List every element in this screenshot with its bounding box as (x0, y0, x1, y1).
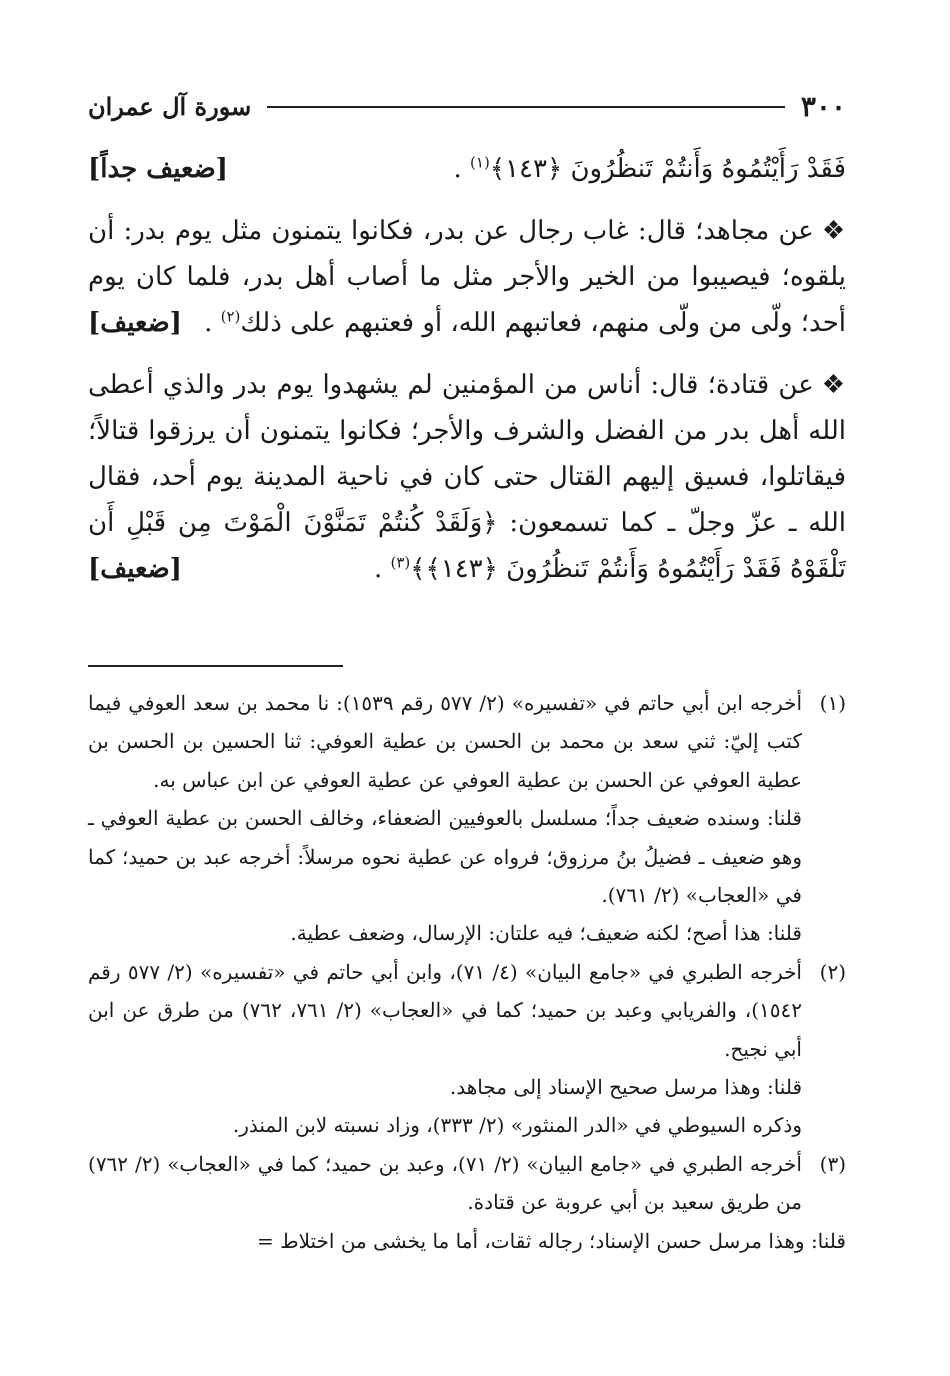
footnote-ref[interactable]: (١) (470, 153, 490, 172)
footnote-number: (٣) (819, 1151, 846, 1176)
grade-label: [ضعيف] (88, 308, 182, 338)
footnote-paragraph: وذكره السيوطي في «الدر المنثور» (٢/ ٣٣٣)، وزاد نسبته لابن المنذر. (232, 1113, 802, 1138)
star-icon: ❖ (821, 216, 847, 246)
quran-verse: ﴿وَلَقَدْ كُنتُمْ تَمَنَّوْنَ الْمَوْتَ مِن قَبْلِ أَن تَلْقَوْهُ فَقَدْ رَأَيْتُمُوهُ وَأَنتُمْ تَنظُرُونَ ﴿١٤٣﴾﴾ (88, 508, 846, 584)
narration-text: عن مجاهد؛ قال: غاب رجال عن بدر، فكانوا يتمنون مثل يوم بدر: أن يلقوه؛ فيصيبوا من الخير والأجر مثل ما أصاب أهل بدر، فلما كان يوم أحد؛ ولّى من ولّى منهم، فعاتبهم الله، أو فعتبهم على ذلك (88, 216, 846, 338)
footnote-number: (١) (819, 691, 846, 715)
footnote-ref[interactable]: (٣) (390, 553, 411, 572)
header-rule (267, 106, 785, 108)
book-page (88, 0, 846, 1376)
footnote-3-continued (88, 1222, 846, 1260)
footnote-paragraph: قلنا: وهذا مرسل صحيح الإسناد إلى مجاهد. (449, 1075, 802, 1100)
narration-mujahid: ❖عن مجاهد؛ قال: غاب رجال عن بدر، فكانوا يتمنون مثل يوم بدر: أن يلقوه؛ فيصيبوا من الخير والأجر مثل ما أصاب أهل بدر، فلما كان يوم أحد؛ ولّى من ولّى منهم، فعاتبهم الله، أو فعتبهم على ذلك$^{(٢)}$ . [ضعيف] (88, 208, 846, 346)
footnote-paragraph: قلنا: وهذا مرسل حسن الإسناد؛ رجاله ثقات، أما ما يخشى من اختلاط = (256, 1228, 846, 1253)
surah-title: سورة آل عمران (88, 91, 252, 121)
footnote-paragraph: أخرجه الطبري في «جامع البيان» (٤/ ٧١)، وابن أبي حاتم في «تفسيره» (٢/ ٥٧٧ رقم ١٥٤٢)، والفريابي وعبد بن حميد؛ كما في «العجاب» (٢/ ٧٦١، ٧٦٢) من طرق عن ابن أبي نجيح. (88, 959, 802, 1061)
footnote-3 (88, 1145, 846, 1222)
footnote-paragraph: قلنا: وسنده ضعيف جداً؛ مسلسل بالعوفيين الضعفاء، وخالف الحسن بن عطية العوفي ـ وهو ضعيف ـ فضيلُ بنُ مرزوق؛ فرواه عن عطية نحوه مرسلاً: أخرجه عبد بن حميد؛ كما في «العجاب» (٢/ ٧٦١). (88, 806, 802, 908)
footnote-1-continued (88, 799, 846, 953)
footnote-paragraph: أخرجه ابن أبي حاتم في «تفسيره» (٢/ ٥٧٧ رقم ١٥٣٩): نا محمد بن سعد العوفي فيما كتب إليّ: ثني سعد بن محمد بن الحسن بن عطية العوفي: ثنا الحسين بن الحسن بن عطية العوفي عن الحسن بن عطية العوفي عن عطية العوفي عن ابن عباس به. (88, 691, 802, 792)
footnote-body (88, 1145, 802, 1222)
footnote-2-continued (88, 1068, 846, 1145)
running-header (88, 88, 846, 124)
narration-qatada: ❖عن قتادة؛ قال: أناس من المؤمنين لم يشهدوا يوم بدر والذي أعطى الله أهل بدر من الفضل والشرف والأجر؛ فكانوا يتمنون أن يرزقوا قتالاً؛ فيقاتلوا، فسيق إليهم القتال حتى كان في ناحية المدينة يوم أحد، فقال الله ـ عزّ وجلّ ـ كما تسمعون: ﴿وَلَقَدْ كُنتُمْ تَمَنَّوْنَ الْمَوْتَ مِن قَبْلِ أَن تَلْقَوْهُ فَقَدْ رَأَيْتُمُوهُ وَأَنتُمْ تَنظُرُونَ ﴿١٤٣﴾﴾$^{(٣)}$ . [ضعيف] (88, 362, 846, 592)
page-number: ٣٠٠ (800, 89, 846, 123)
footnote-separator (88, 665, 343, 667)
footnote-number: (٢) (819, 959, 846, 984)
footnote-paragraph: أخرجه الطبري في «جامع البيان» (٢/ ٧١)، وعبد بن حميد؛ كما في «العجاب» (٢/ ٧٦٢) من طريق سعيد بن أبي عروبة عن قتادة. (88, 1151, 802, 1215)
star-icon: ❖ (821, 370, 846, 400)
main-text (88, 146, 846, 608)
quran-verse: فَقَدْ رَأَيْتُمُوهُ وَأَنتُمْ تَنظُرُونَ ﴿١٤٣﴾ (489, 154, 846, 184)
footnote-paragraph: قلنا: هذا أصح؛ لكنه ضعيف؛ فيه علتان: الإرسال، وضعف عطية. (290, 921, 802, 946)
footnotes (88, 684, 846, 1260)
footnote-2 (88, 953, 846, 1068)
narration-text: عن قتادة؛ قال: أناس من المؤمنين لم يشهدوا يوم بدر والذي أعطى الله أهل بدر من الفضل والشرف والأجر؛ فكانوا يتمنون أن يرزقوا قتالاً؛ فيقاتلوا، فسيق إليهم القتال حتى كان في ناحية المدينة يوم أحد، فقال الله ـ عزّ وجلّ ـ كما تسمعون: (88, 370, 846, 538)
footnote-ref[interactable]: (٢) (220, 307, 241, 326)
grade-label: [ضعيف جداً] (88, 154, 228, 184)
footnote-body (88, 953, 802, 1068)
footnote-1 (88, 684, 846, 799)
footnote-body (88, 684, 802, 799)
verse-line: [ضعيف جداً] فَقَدْ رَأَيْتُمُوهُ وَأَنتُمْ تَنظُرُونَ ﴿١٤٣﴾$^{(١)}$ . (88, 146, 846, 192)
grade-label: [ضعيف] (88, 554, 182, 584)
